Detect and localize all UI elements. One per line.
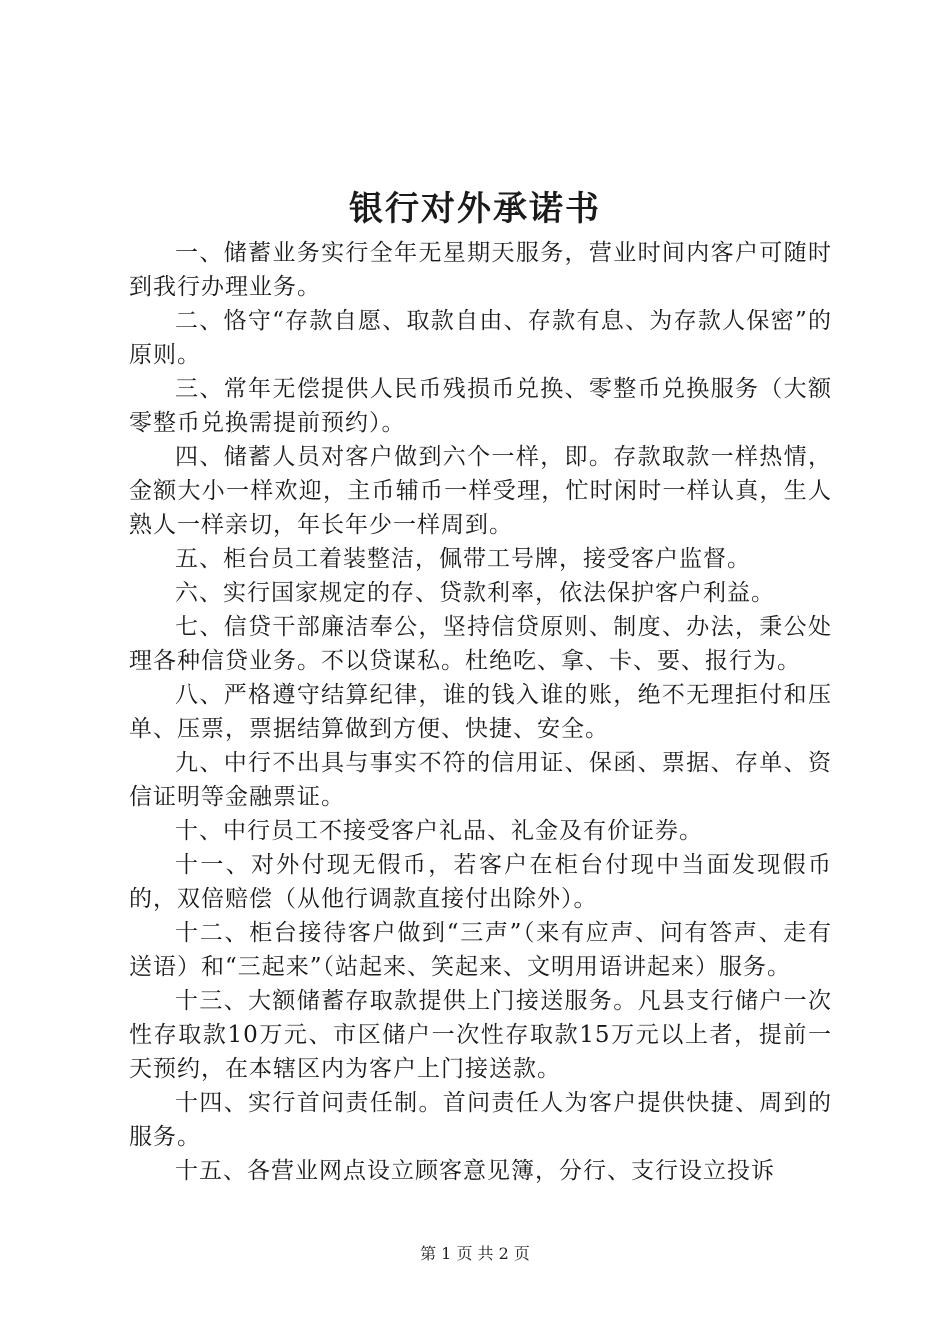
paragraph-2: 二、恪守“存款自愿、取款自由、存款有息、为存款人保密”的原则。 [129,308,832,368]
paragraph-11: 十一、对外付现无假币，若客户在柜台付现中当面发现假币的，双倍赔偿（从他行调款直接付出除外）。 [129,852,832,912]
paragraph-3: 三、常年无偿提供人民币残损币兑换、零整币兑换服务（大额零整币兑换需提前预约）。 [129,376,832,436]
document-body [129,236,832,1188]
document-title: 银行对外承诺书 [349,189,601,229]
paragraph-5: 五、柜台员工着装整洁，佩带工号牌，接受客户监督。 [175,546,751,572]
paragraph-6: 六、实行国家规定的存、贷款利率，依法保护客户利益。 [175,580,775,606]
paragraph-1: 一、储蓄业务实行全年无星期天服务，营业时间内客户可随时到我行办理业务。 [129,240,832,300]
paragraph-8: 八、严格遵守结算纪律，谁的钱入谁的账，绝不无理拒付和压单、压票，票据结算做到方便、快捷、安全。 [129,682,832,742]
paragraph-14: 十四、实行首问责任制。首问责任人为客户提供快捷、周到的服务。 [129,1090,832,1150]
page-footer: 第 1 页 共 2 页 [420,1244,530,1263]
paragraph-13: 十三、大额储蓄存取款提供上门接送服务。凡县支行储户一次性存取款10万元、市区储户一次性存取款15万元以上者，提前一天预约，在本辖区内为客户上门接送款。 [129,988,832,1082]
paragraph-12: 十二、柜台接待客户做到“三声”（来有应声、问有答声、走有送语）和“三起来”（站起来、笑起来、文明用语讲起来）服务。 [129,920,832,980]
paragraph-9: 九、中行不出具与事实不符的信用证、保函、票据、存单、资信证明等金融票证。 [129,750,832,810]
paragraph-4: 四、储蓄人员对客户做到六个一样，即。存款取款一样热情，金额大小一样欢迎，主币辅币一样受理，忙时闲时一样认真，生人熟人一样亲切，年长年少一样周到。 [129,444,832,538]
paragraph-10: 十、中行员工不接受客户礼品、礼金及有价证券。 [175,818,703,844]
paragraph-7: 七、信贷干部廉洁奉公，坚持信贷原则、制度、办法，秉公处理各种信贷业务。不以贷谋私。杜绝吃、拿、卡、要、报行为。 [129,614,832,674]
paragraph-15: 十五、各营业网点设立顾客意见簿，分行、支行设立投诉 [175,1158,775,1184]
